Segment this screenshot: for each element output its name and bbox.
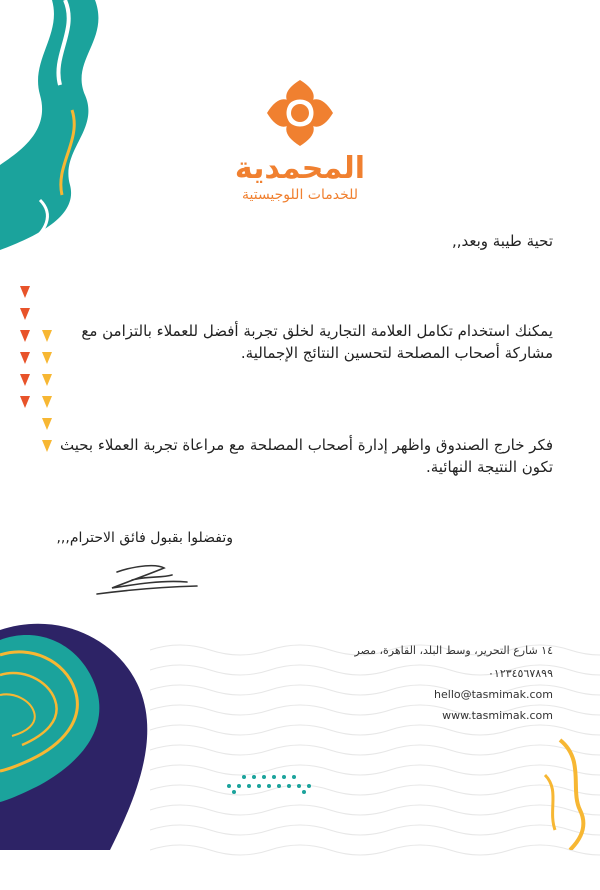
contact-website[interactable]: www.tasmimak.com: [442, 709, 553, 722]
paragraph-2: فكر خارج الصندوق واظهر إدارة أصحاب المصلحة مع مراعاة تجربة العملاء بحيث تكون النتيجة النهائية.: [59, 436, 553, 476]
brand-logo: [200, 78, 400, 203]
signature: [92, 560, 202, 600]
paragraph-1: يمكنك استخدام تكامل العلامة التجارية لخلق تجربة أفضل للعملاء بالتزامن مع مشاركة أصحاب المصلحة لتحسين النتائج الإجمالية.: [81, 322, 553, 362]
contact-phone: ٠١٢٣٤٥٦٧٨٩٩: [488, 667, 553, 680]
greeting: تحية طيبة وبعد,,: [451, 232, 553, 250]
brand-subtitle: للخدمات اللوجيستية: [241, 187, 359, 203]
logo-mark-icon: [265, 78, 335, 148]
brand-name: المحمدية: [234, 151, 366, 186]
contact-email[interactable]: hello@tasmimak.com: [434, 688, 553, 701]
top-left-wave-decoration: [0, 0, 130, 250]
bottom-blob-decoration: [0, 600, 600, 850]
closing-line: وتفضلوا بقبول فائق الاحترام,,,: [56, 530, 233, 546]
dots-pattern-decoration: [225, 772, 315, 794]
contact-address: ١٤ شارع التحرير، وسط البلد، القاهرة، مصر: [354, 644, 553, 657]
